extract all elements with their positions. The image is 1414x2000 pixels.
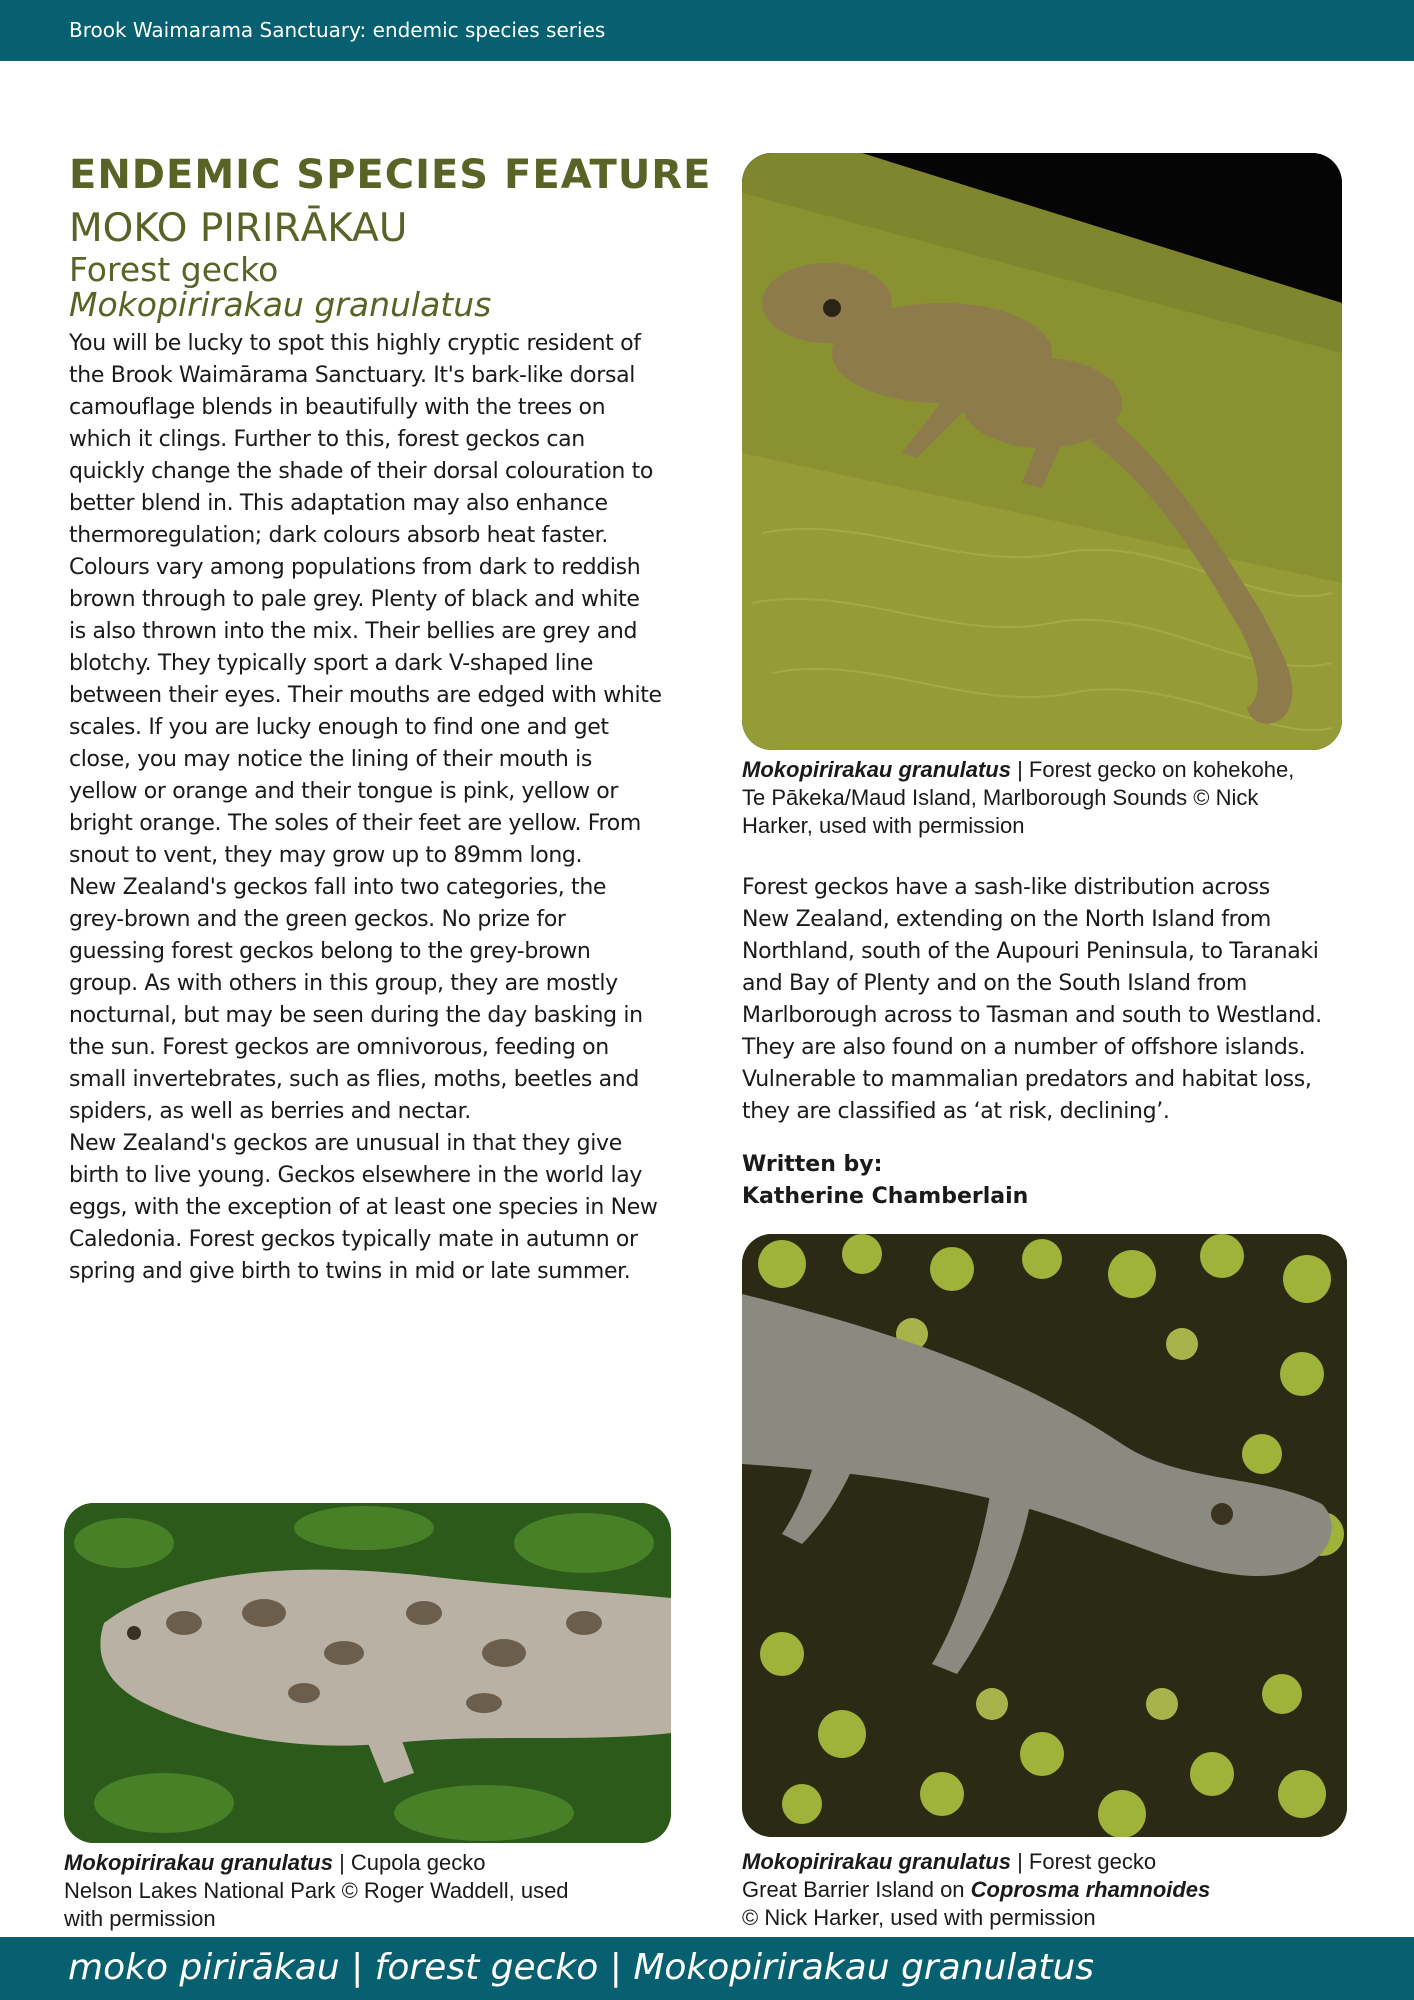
photo-cupola-gecko — [64, 1503, 671, 1843]
author-name: Katherine Chamberlain — [742, 1184, 1029, 1209]
byline-label: Written by: — [742, 1152, 883, 1177]
scientific-name-heading: Mokopirirakau granulatus — [69, 285, 492, 324]
caption-line: Forest gecko on kohekohe, — [1028, 757, 1295, 782]
caption-separator: | — [332, 1850, 351, 1875]
photo-forest-gecko-on-kohekohe — [742, 153, 1342, 750]
caption-species: Mokopirirakau granulatus — [64, 1850, 333, 1875]
caption-species: Mokopirirakau granulatus — [742, 757, 1011, 782]
caption-species: Mokopirirakau granulatus — [742, 1849, 1011, 1874]
footer-banner — [0, 1937, 1414, 2000]
feature-heading: ENDEMIC SPECIES FEATURE — [69, 152, 712, 198]
footer-tagline: moko pirirākau | forest gecko | Mokopirirakau granulatus — [68, 1947, 1095, 1988]
photo2-caption — [742, 1848, 1362, 1932]
photo3-caption — [64, 1849, 684, 1933]
caption-separator: | — [1010, 1849, 1029, 1874]
caption-separator: | — [1010, 757, 1029, 782]
caption-line: with permission — [64, 1906, 216, 1931]
caption-line: Forest gecko — [1028, 1849, 1157, 1874]
common-name-heading: Forest gecko — [69, 250, 279, 289]
photo-forest-gecko-on-coprosma — [742, 1234, 1347, 1837]
byline — [742, 1149, 1028, 1213]
caption-line: Great Barrier Island on — [742, 1877, 971, 1902]
maori-name-heading: MOKO PIRIRĀKAU — [69, 206, 408, 251]
caption-line: Cupola gecko — [350, 1850, 486, 1875]
caption-plant-name: Coprosma rhamnoides — [970, 1877, 1211, 1902]
header-banner — [0, 0, 1414, 61]
photo1-caption — [742, 756, 1362, 840]
caption-line: Harker, used with permission — [742, 813, 1025, 838]
caption-line: © Nick Harker, used with permission — [742, 1905, 1096, 1930]
article-column-right: Forest geckos have a sash-like distribution across New Zealand, extending on the North Island from Northland, south of the Aupouri Peninsula, to Taranaki and Bay of Plenty and on the South Island from Marlborough across to Tasman and south to Westland. They are also found on a number of offshore islands. Vulnerable to mammalian predators and habitat loss, they are classified as ‘at risk, declining’. — [742, 875, 1322, 1124]
caption-line: Nelson Lakes National Park © Roger Waddell, used — [64, 1878, 569, 1903]
series-title: Brook Waimarama Sanctuary: endemic species series — [69, 18, 606, 42]
caption-line: Te Pākeka/Maud Island, Marlborough Sounds © Nick — [742, 785, 1259, 810]
article-column-left: You will be lucky to spot this highly cryptic resident of the Brook Waimārama Sanctuary. It's bark-like dorsal camouflage blends in beautifully with the trees on which it clings. Further to this, forest geckos can quickly change the shade of their dorsal colouration to better blend in. This adaptation may also enhance thermoregulation; dark colours absorb heat faster. Colours vary among populations from dark to reddish brown through to pale grey. Plenty of black and white is also thrown into the mix. Their bellies are grey and blotchy. They typically sport a dark V-shaped line between their eyes. Their mouths are edged with white scales. If you are lucky enough to find one and get close, you may notice the lining of their mouth is yellow or orange and their tongue is pink, yellow or bright orange. The soles of their feet are yellow. From snout to vent, they may grow up to 89mm long. New Zealand's geckos fall into two categories, the grey-brown and the green geckos. No prize for guessing forest geckos belong to the grey-brown group. As with others in this group, they are mostly nocturnal, but may be seen during the day basking in the sun. Forest geckos are omnivorous, feeding on small invertebrates, such as flies, moths, beetles and spiders, as well as berries and nectar. New Zealand's geckos are unusual in that they give birth to live young. Geckos elsewhere in the world lay eggs, with the exception of at least one species in New Caledonia. Forest geckos typically mate in autumn or spring and give birth to twins in mid or late summer. — [69, 331, 662, 1284]
